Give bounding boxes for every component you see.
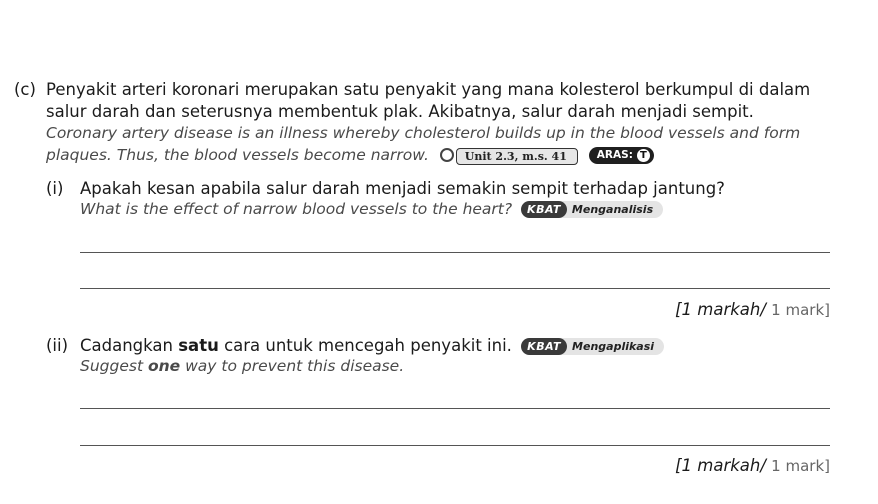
answer-line-i-2[interactable] [80, 288, 830, 289]
answer-line-ii-1[interactable] [80, 408, 830, 409]
part-ii-question-en-after: way to prevent this disease. [180, 357, 405, 375]
marks-i-ms: [1 markah/ [675, 300, 766, 319]
answer-line-i-1[interactable] [80, 252, 830, 253]
marks-i-en: 1 mark] [771, 301, 830, 319]
part-i-label: (i) [46, 179, 64, 198]
question-c-text-ms-line2: salur darah dan seterusnya membentuk plak. Akibatnya, salur darah menjadi sempit. [46, 102, 754, 121]
level-label: ARAS: [596, 149, 633, 161]
question-c-label: (c) [14, 80, 36, 99]
part-i-question-ms: Apakah kesan apabila salur darah menjadi semakin sempit terhadap jantung? [80, 179, 725, 198]
kbat-badge-ii [521, 338, 664, 355]
part-i-question-en-row [80, 200, 663, 218]
marks-ii-en: 1 mark] [771, 457, 830, 475]
level-badge [589, 147, 654, 164]
question-c-text-ms-line1: Penyakit arteri koronari merupakan satu penyakit yang mana kolesterol berkumpul di dalam [46, 80, 811, 99]
part-ii-question-ms-row [80, 336, 664, 355]
part-ii-question-ms-before: Cadangkan [80, 336, 179, 355]
question-c-text-en-line2: plaques. Thus, the blood vessels become narrow. [46, 146, 429, 164]
magnifier-icon [440, 148, 454, 162]
part-ii-question-en-before: Suggest [80, 357, 148, 375]
kbat-logo: KBAT [521, 338, 567, 355]
kbat-badge-i [521, 201, 663, 218]
question-c-text-en-line1: Coronary artery disease is an illness whereby cholesterol builds up in the blood vessels and form [46, 124, 801, 142]
question-c-text-en-line2-row [46, 146, 654, 165]
part-ii-label: (ii) [46, 336, 69, 355]
part-ii-question-en-bold: one [147, 357, 181, 375]
part-i-question-en: What is the effect of narrow blood vessels to the heart? [80, 200, 513, 218]
answer-line-ii-2[interactable] [80, 445, 830, 446]
marks-ii [675, 456, 830, 475]
level-value: T [637, 149, 650, 162]
marks-ii-ms: [1 markah/ [675, 456, 766, 475]
kbat-logo: KBAT [521, 201, 567, 218]
part-ii-question-en-row [80, 357, 404, 375]
reference-tag [440, 147, 578, 165]
part-ii-question-ms-after: cara untuk mencegah penyakit ini. [218, 336, 512, 355]
kbat-skill-i: Menganalisis [571, 203, 654, 216]
unit-reference: Unit 2.3, m.s. 41 [456, 148, 578, 165]
kbat-skill-ii: Mengaplikasi [572, 340, 655, 353]
marks-i [675, 300, 830, 319]
part-ii-question-ms-bold: satu [178, 336, 219, 355]
